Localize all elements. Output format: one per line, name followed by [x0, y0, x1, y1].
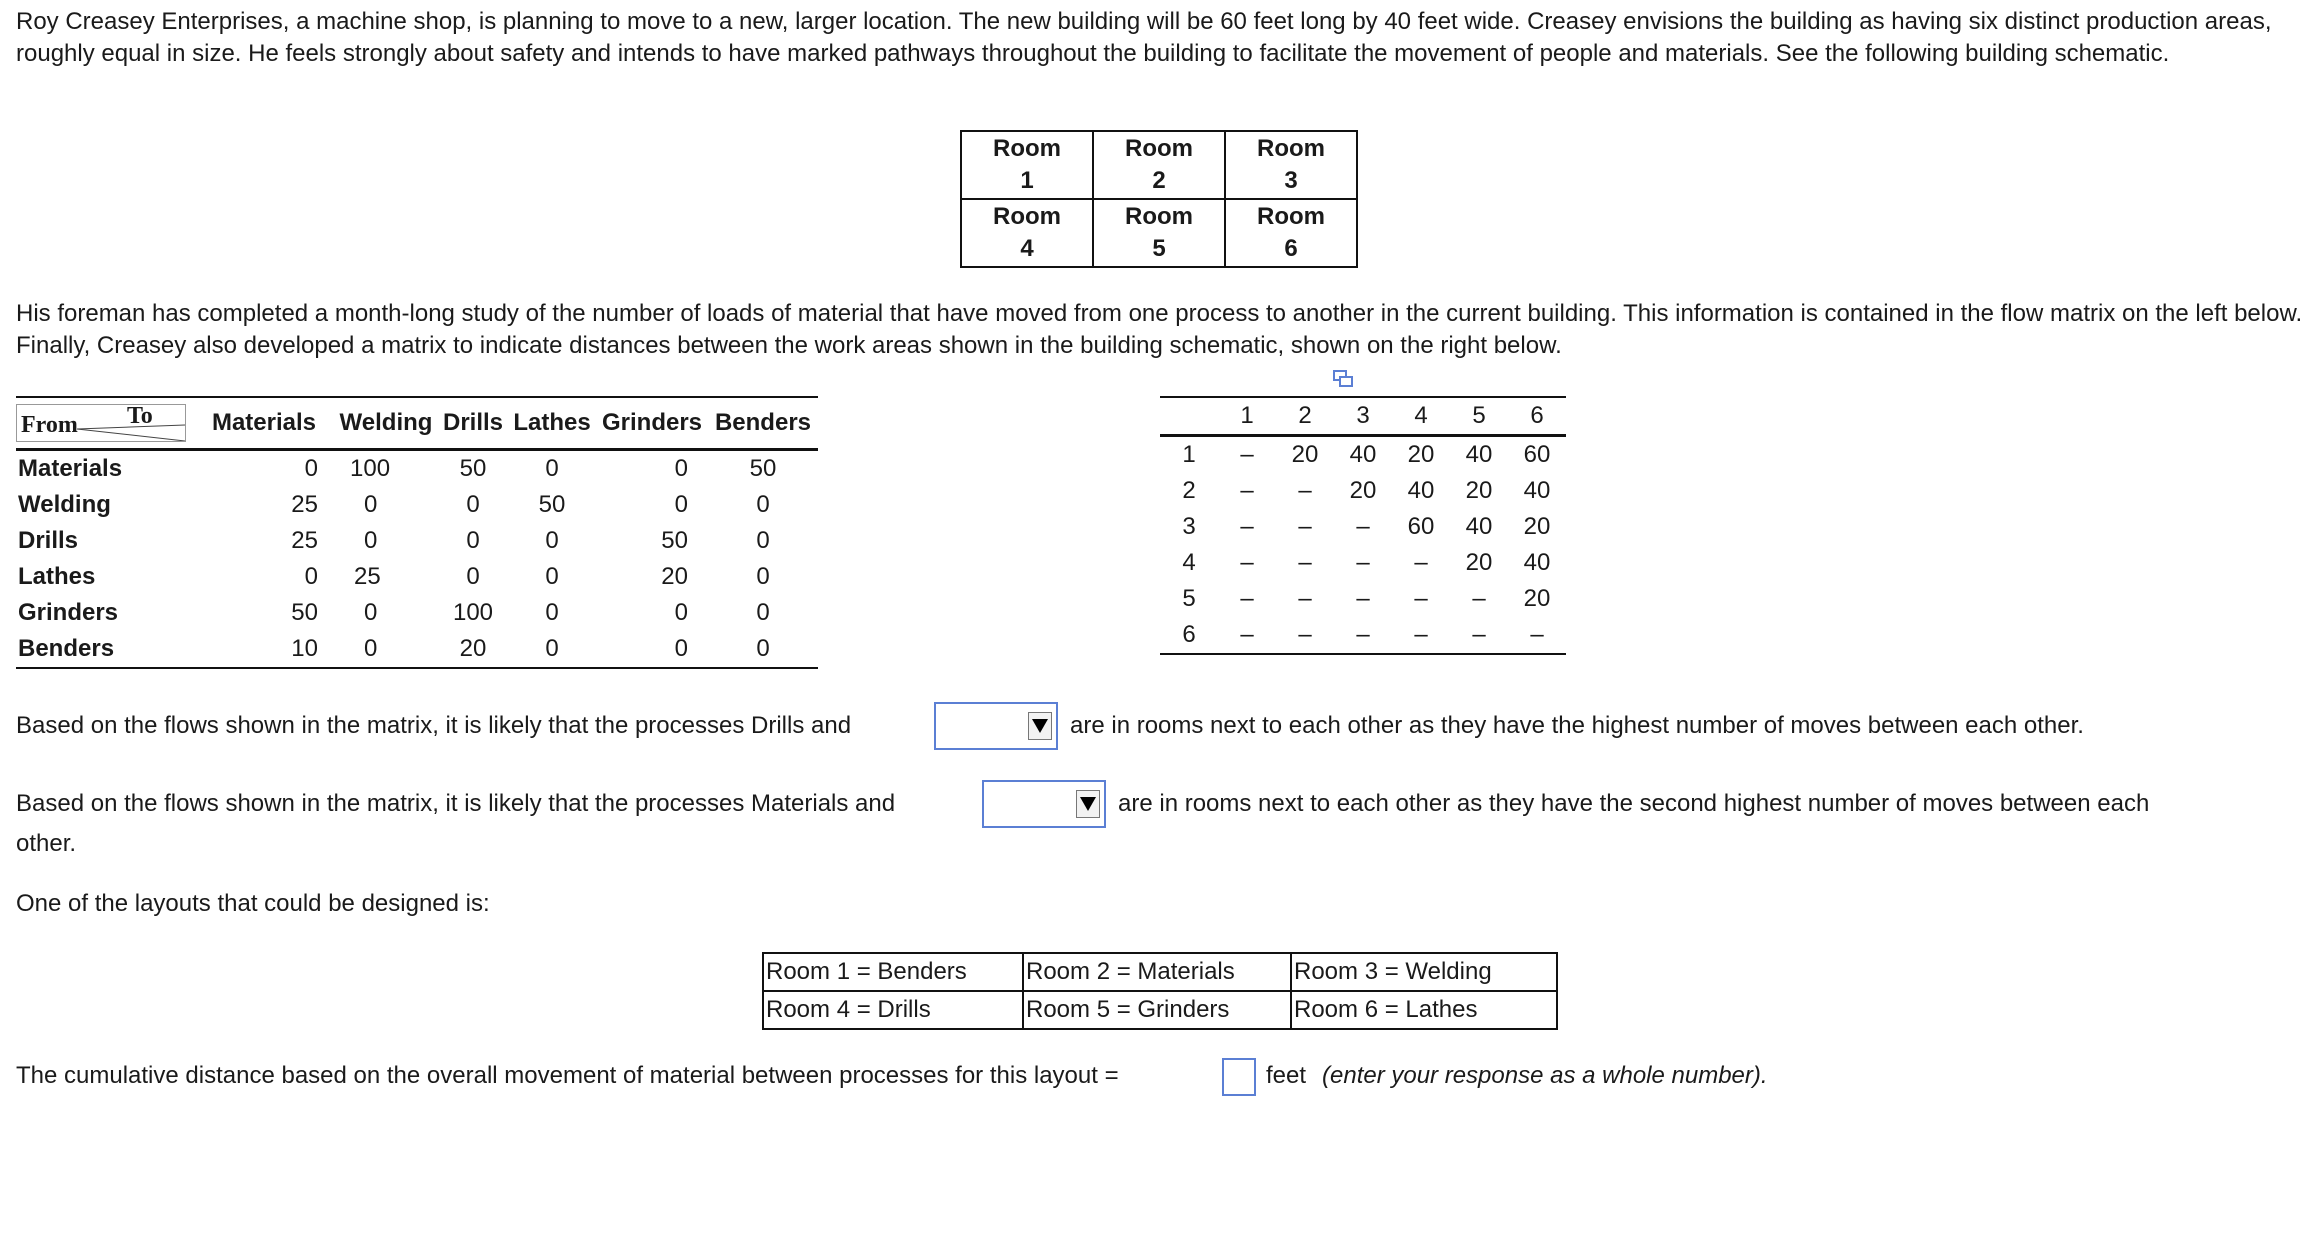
dist-cell: – — [1298, 513, 1312, 540]
q1-text-before: Based on the flows shown in the matrix, it is likely that the processes Drills and — [16, 712, 852, 739]
layout-cell: Room 3 = Welding — [1291, 953, 1557, 991]
flow-cell: 0 — [334, 631, 438, 668]
flow-cell: 50 — [749, 455, 777, 482]
dist-cell: 20 — [1465, 549, 1493, 576]
dist-cell: 40 — [1523, 477, 1551, 504]
dist-col-header: 5 — [1450, 397, 1508, 436]
layout-cell: Room 1 = Benders — [763, 953, 1023, 991]
schematic-room-6: Room 6 — [1225, 199, 1357, 267]
dist-cell: – — [1276, 617, 1334, 654]
q2-process-dropdown[interactable] — [982, 780, 1106, 828]
table-row — [1160, 509, 1566, 545]
flow-cell: 20 — [438, 631, 508, 668]
dist-col-header: 3 — [1334, 397, 1392, 436]
dist-cell: 20 — [1291, 441, 1319, 468]
dist-row-header: 6 — [1160, 617, 1218, 654]
flow-corner-header — [16, 397, 194, 450]
flow-cell: 100 — [350, 455, 391, 482]
dist-cell: 60 — [1407, 513, 1435, 540]
dist-cell: – — [1218, 617, 1276, 654]
corner-to-label: To — [127, 403, 153, 429]
schematic-room-5: Room 5 — [1093, 199, 1225, 267]
corner-from-label: From — [21, 412, 78, 438]
dist-cell: 20 — [1349, 477, 1377, 504]
q2-text-after-line2: other. — [16, 830, 77, 857]
flow-cell: 0 — [545, 599, 559, 626]
cumulative-distance-input[interactable] — [1222, 1058, 1256, 1096]
table-row — [16, 523, 818, 559]
schematic-room-1: Room 1 — [961, 131, 1093, 199]
dist-col-header: 4 — [1392, 397, 1450, 436]
table-row — [16, 559, 818, 595]
distance-matrix — [1160, 396, 1566, 655]
dist-cell: – — [1298, 585, 1312, 612]
table-row — [16, 487, 818, 523]
flow-cell: 0 — [756, 563, 770, 590]
dist-cell: 40 — [1465, 441, 1493, 468]
table-row — [1160, 473, 1566, 509]
dist-row-header: 1 — [1182, 441, 1196, 468]
dist-cell: – — [1240, 549, 1254, 576]
copy-table-icon[interactable] — [1333, 370, 1353, 388]
flow-cell: 0 — [545, 563, 559, 590]
building-schematic — [960, 130, 1358, 268]
q3-hint: (enter your response as a whole number). — [1322, 1062, 1768, 1089]
flow-cell: 0 — [708, 631, 818, 668]
flow-cell: 0 — [466, 491, 480, 518]
flow-cell: 10 — [194, 631, 334, 668]
dist-cell: 20 — [1407, 441, 1435, 468]
dist-corner — [1160, 397, 1218, 436]
dist-col-header: 6 — [1508, 397, 1566, 436]
flow-row-header: Materials — [18, 455, 123, 482]
schematic-room-4: Room 4 — [961, 199, 1093, 267]
flow-cell: 0 — [364, 491, 378, 518]
q1-text-after: are in rooms next to each other as they have the highest number of moves between each other. — [1070, 712, 2084, 739]
foreman-paragraph: His foreman has completed a month-long study of the number of loads of material that have moved from one process to another in the current building. This information is contained in the flow matrix on the left below. Finally, Creasey also developed a matrix to indicate distances between the work areas shown in the building schematic, shown on the right below. — [16, 300, 2303, 359]
flow-cell: 25 — [354, 563, 381, 590]
table-row — [16, 450, 818, 488]
dist-cell: – — [1508, 617, 1566, 654]
layout-intro: One of the layouts that could be designed is: — [16, 890, 490, 917]
dropdown-arrow-icon[interactable] — [1076, 790, 1100, 818]
flow-row-header: Drills — [18, 527, 79, 554]
dist-cell: – — [1414, 549, 1428, 576]
dist-cell: – — [1334, 617, 1392, 654]
dist-cell: – — [1450, 617, 1508, 654]
dist-cell: – — [1240, 513, 1254, 540]
dist-cell: 20 — [1523, 513, 1551, 540]
schematic-room-2: Room 2 — [1093, 131, 1225, 199]
flow-cell: 20 — [661, 563, 688, 590]
flow-row-header: Grinders — [18, 599, 119, 626]
layout-table — [762, 952, 1558, 1030]
flow-cell: 25 — [291, 491, 318, 518]
layout-cell: Room 4 = Drills — [763, 991, 1023, 1029]
q1-process-dropdown[interactable] — [934, 702, 1058, 750]
flow-col-header: Drills — [438, 397, 508, 450]
flow-col-header: Lathes — [508, 397, 596, 450]
table-row — [763, 991, 1557, 1029]
flow-col-header: Grinders — [596, 397, 708, 450]
flow-cell: 25 — [291, 527, 318, 554]
flow-cell: 0 — [756, 491, 770, 518]
dropdown-arrow-icon[interactable] — [1028, 712, 1052, 740]
dist-cell: 40 — [1349, 441, 1377, 468]
dist-col-header: 1 — [1218, 397, 1276, 436]
flow-cell: 0 — [304, 455, 318, 482]
dist-cell: – — [1240, 477, 1254, 504]
dist-row-header: 3 — [1182, 513, 1196, 540]
flow-cell: 0 — [364, 599, 378, 626]
flow-cell: 0 — [674, 491, 688, 518]
table-row — [763, 953, 1557, 991]
flow-col-header: Welding — [334, 397, 438, 450]
dist-cell: – — [1356, 585, 1370, 612]
flow-cell: 50 — [291, 599, 318, 626]
layout-cell: Room 2 = Materials — [1023, 953, 1291, 991]
flow-cell: 0 — [596, 631, 708, 668]
flow-cell: 0 — [674, 455, 688, 482]
flow-cell: 50 — [661, 527, 688, 554]
dist-row-header: 2 — [1182, 477, 1196, 504]
flow-col-header: Materials — [194, 397, 334, 450]
flow-row-header: Benders — [16, 631, 194, 668]
flow-cell: 0 — [756, 599, 770, 626]
dist-cell: 40 — [1407, 477, 1435, 504]
flow-cell: 0 — [545, 527, 559, 554]
table-row — [16, 631, 818, 668]
flow-matrix — [16, 396, 818, 669]
flow-row-header: Welding — [18, 491, 111, 518]
flow-cell: 0 — [674, 599, 688, 626]
dist-cell: 40 — [1465, 513, 1493, 540]
dist-cell: – — [1298, 477, 1312, 504]
dist-cell: – — [1356, 549, 1370, 576]
dist-cell: – — [1392, 617, 1450, 654]
table-row — [1160, 436, 1566, 474]
flow-cell: 0 — [364, 527, 378, 554]
layout-cell: Room 5 = Grinders — [1023, 991, 1291, 1029]
table-row — [1160, 581, 1566, 617]
dist-row-header: 5 — [1182, 585, 1196, 612]
dist-cell: – — [1414, 585, 1428, 612]
dist-cell: – — [1240, 585, 1254, 612]
schematic-room-3: Room 3 — [1225, 131, 1357, 199]
flow-cell: 0 — [508, 631, 596, 668]
q3-unit: feet — [1266, 1062, 1307, 1089]
flow-cell: 0 — [304, 563, 318, 590]
dist-cell: – — [1356, 513, 1370, 540]
q2-text-after: are in rooms next to each other as they have the second highest number of moves between each — [1118, 790, 2150, 817]
flow-cell: 0 — [756, 527, 770, 554]
dist-cell: 60 — [1523, 441, 1551, 468]
dist-cell: – — [1298, 549, 1312, 576]
intro-paragraph: Roy Creasey Enterprises, a machine shop, is planning to move to a new, larger location. The new building will be 60 feet long by 40 feet wide. Creasey envisions the building as having six distinct production areas, roughly equal in size. He feels strongly about safety and intends to have marked pathways throughout the building to facilitate the movement of people and materials. See the following building schematic. — [16, 8, 2272, 67]
flow-cell: 50 — [459, 455, 487, 482]
flow-cell: 100 — [452, 599, 494, 626]
q3-text-before: The cumulative distance based on the overall movement of material between processes for this layout = — [16, 1062, 1119, 1089]
dist-cell: 20 — [1523, 585, 1551, 612]
layout-cell: Room 6 = Lathes — [1291, 991, 1557, 1029]
flow-cell: 0 — [545, 455, 559, 482]
table-row — [1160, 617, 1566, 654]
table-row — [1160, 545, 1566, 581]
q2-text-before: Based on the flows shown in the matrix, it is likely that the processes Materials and — [16, 790, 896, 817]
dist-cell: – — [1472, 585, 1486, 612]
dist-cell: 20 — [1465, 477, 1493, 504]
dist-cell: 40 — [1523, 549, 1551, 576]
flow-cell: 0 — [466, 563, 480, 590]
dist-row-header: 4 — [1182, 549, 1196, 576]
flow-col-header: Benders — [708, 397, 818, 450]
flow-cell: 50 — [538, 491, 566, 518]
table-row — [16, 595, 818, 631]
flow-cell: 0 — [466, 527, 480, 554]
dist-col-header: 2 — [1276, 397, 1334, 436]
flow-row-header: Lathes — [18, 563, 96, 590]
dist-cell: – — [1240, 441, 1254, 468]
